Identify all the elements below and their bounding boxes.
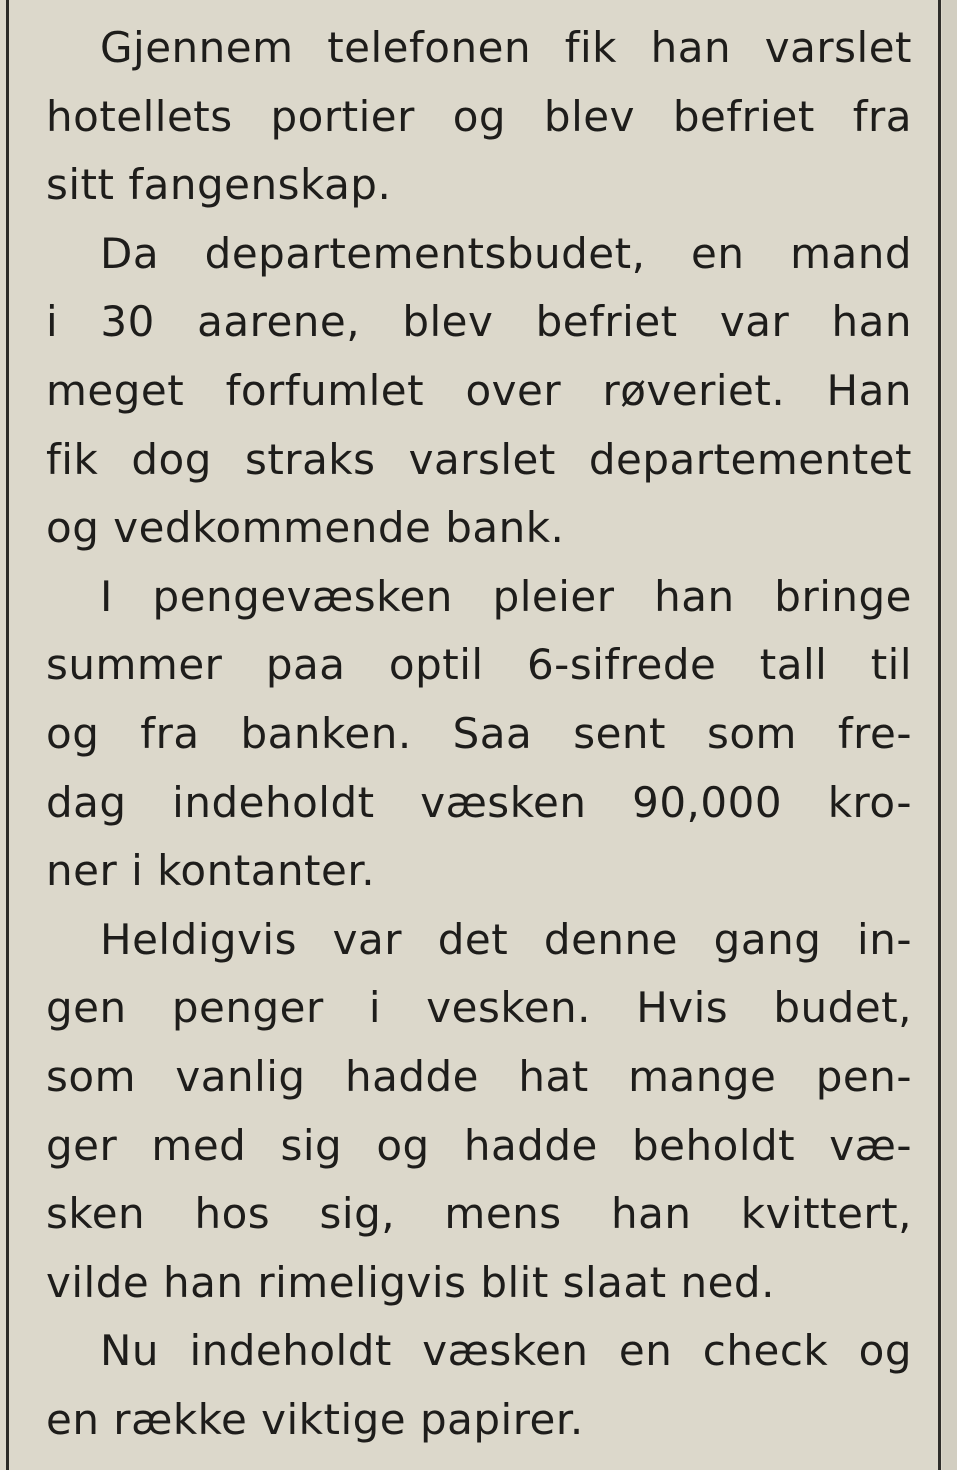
left-column-rule	[6, 0, 9, 1470]
text-line: en række viktige papirer.	[46, 1394, 584, 1444]
paragraph-1	[46, 14, 912, 220]
article-column	[46, 14, 912, 1454]
text-line: i 30 aarene, blev befriet var han	[46, 297, 912, 347]
paragraph-2	[46, 220, 912, 563]
text-line: og vedkommende bank.	[46, 503, 565, 553]
text-line: fik dog straks varslet departementet	[46, 434, 912, 484]
text-line: vilde han rimeligvis blit slaat ned.	[46, 1257, 775, 1307]
paragraph-3	[46, 563, 912, 906]
text-line: Heldigvis var det denne gang in-	[100, 914, 912, 964]
text-line: Nu indeholdt væsken en check og	[100, 1326, 912, 1376]
text-line: ner i kontanter.	[46, 846, 376, 896]
text-line: ger med sig og hadde beholdt væ-	[46, 1120, 912, 1170]
text-line: dag indeholdt væsken 90,000 kro-	[46, 777, 912, 827]
text-line: og fra banken. Saa sent som fre-	[46, 708, 912, 758]
text-line: meget forfumlet over røveriet. Han	[46, 365, 912, 415]
paragraph-5	[46, 1317, 912, 1454]
text-line: gen penger i vesken. Hvis budet,	[46, 983, 912, 1033]
text-line: summer paa optil 6-sifrede tall til	[46, 640, 912, 690]
text-line: sitt fangenskap.	[46, 160, 392, 210]
right-column-rule	[938, 0, 941, 1470]
text-line: som vanlig hadde hat mange pen-	[46, 1051, 912, 1101]
text-line: Gjennem telefonen fik han varslet	[100, 23, 912, 72]
text-line: hotellets portier og blev befriet fra	[46, 91, 912, 141]
adjacent-column-edge	[942, 0, 957, 1470]
paragraph-4	[46, 906, 912, 1318]
text-line: I pengevæsken pleier han bringe	[100, 571, 912, 621]
text-line: sken hos sig, mens han kvittert,	[46, 1189, 912, 1239]
text-line: Da departementsbudet, en mand	[100, 228, 912, 278]
